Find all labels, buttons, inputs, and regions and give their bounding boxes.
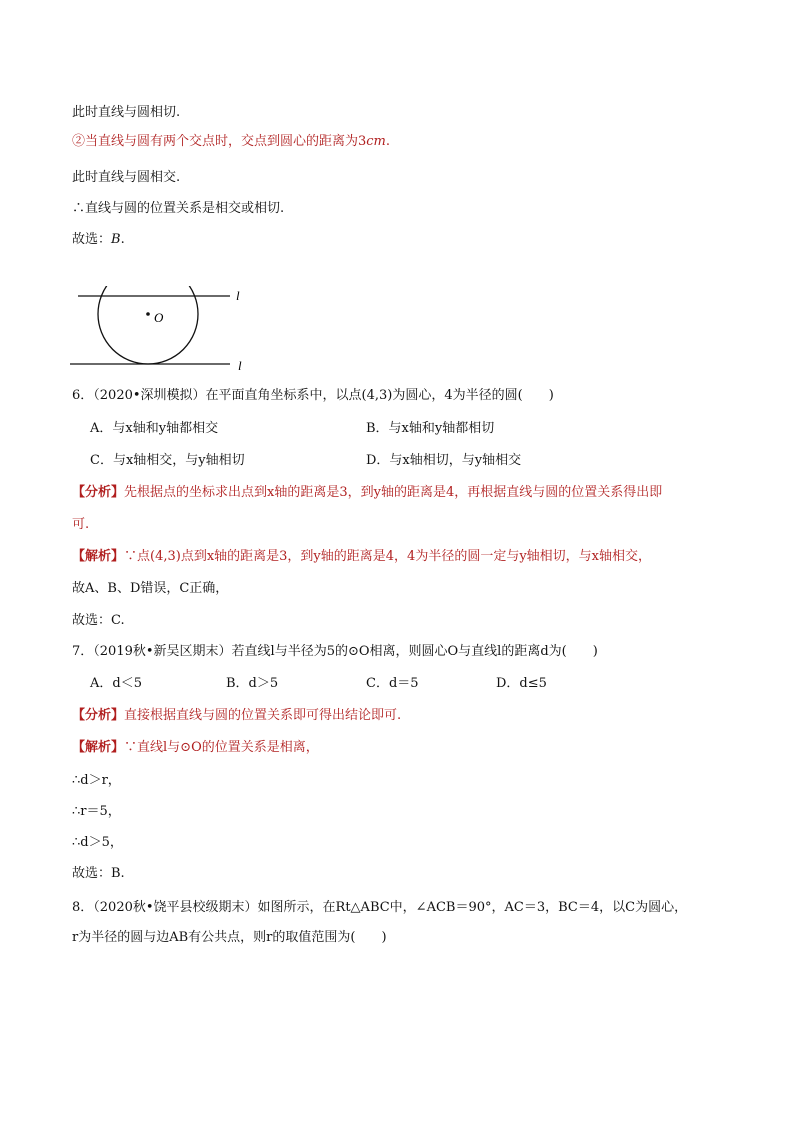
line-label-bottom: l [238, 358, 242, 373]
q7-analysis-text: 直接根据直线与圆的位置关系即可得出结论即可. [124, 708, 402, 723]
q6-option-d: D．与x轴相切，与y轴相交 [366, 453, 522, 468]
line-label-top: l [236, 288, 240, 303]
solution5-answer-choice: B [111, 232, 121, 247]
q8-text: 如图所示，在Rt△ABC中，∠ACB＝90°，AC＝3，BC＝4，以C为圆心， [257, 900, 688, 915]
q6-analysis-cont: 可. [72, 517, 90, 532]
q7-option-b: B．d＞5 [226, 676, 279, 691]
solution5-answer-end: . [120, 232, 125, 247]
solution5-answer [72, 231, 125, 249]
q6-stem [72, 387, 554, 405]
q6-text: 在平面直角坐标系中，以点(4,3)为圆心，4为半径的圆( ) [205, 388, 554, 403]
q7-step2: ∴r＝5， [72, 804, 121, 819]
q6-solution [72, 548, 651, 566]
q7-text: 若直线l与半径为5的⊙O相离，则圆心O与直线l的距离d为( ) [231, 644, 598, 659]
q7-solution-text: ∵直线l与⊙O的位置关系是相离， [124, 740, 319, 755]
q8-number: 8． [72, 900, 94, 915]
q7-answer: 故选：B. [72, 866, 125, 881]
circle-o [98, 286, 198, 364]
solution5-line2 [72, 133, 390, 151]
solution5-line2-text: ②当直线与圆有两个交点时，交点到圆心的距离为3 [72, 134, 367, 149]
q7-step1: ∴d＞r， [72, 773, 121, 788]
q8-stem [72, 899, 687, 917]
q7-stem [72, 643, 598, 661]
q6-solution-tag: 【解析】 [72, 549, 125, 564]
q6-solution-cont: 故A、B、D错误，C正确， [72, 581, 229, 596]
center-label: O [154, 310, 164, 325]
center-point [146, 312, 150, 316]
q6-analysis [72, 484, 662, 502]
q6-analysis-text: 先根据点的坐标求出点到x轴的距离是3，到y轴的距离是4，再根据直线与圆的位置关系得出即 [124, 485, 663, 500]
q7-option-c: C．d＝5 [366, 676, 419, 691]
q7-solution-tag: 【解析】 [72, 740, 125, 755]
q7-option-d: D．d≤5 [496, 676, 547, 691]
q7-step3: ∴d＞5， [72, 835, 123, 850]
q6-source: （2020•深圳模拟） [93, 388, 206, 403]
solution5-line3: 此时直线与圆相交. [72, 170, 181, 185]
solution5-line2-end: . [385, 134, 391, 149]
q7-number: 7． [72, 644, 94, 659]
q7-solution [72, 739, 319, 757]
q7-analysis [72, 707, 401, 725]
q6-number: 6． [72, 388, 94, 403]
q8-stem-cont: r为半径的圆与边AB有公共点，则r的取值范围为( ) [72, 930, 387, 945]
solution5-line4: ∴直线与圆的位置关系是相交或相切. [72, 201, 285, 216]
q6-solution-text: ∵点(4,3)点到x轴的距离是3，到y轴的距离是4，4为半径的圆一定与y轴相切，与x轴相交， [124, 549, 651, 564]
q6-answer: 故选：C. [72, 613, 125, 628]
solution5-line2-unit: cm [366, 134, 386, 149]
q6-option-c: C．与x轴相交，与y轴相切 [90, 453, 245, 468]
q6-option-b: B．与x轴和y轴都相切 [366, 421, 495, 436]
q7-option-a: A．d＜5 [90, 676, 142, 691]
solution5-line1: 此时直线与圆相切. [72, 105, 181, 120]
q7-analysis-tag: 【分析】 [72, 708, 125, 723]
q6-analysis-tag: 【分析】 [72, 485, 125, 500]
q7-source: （2019秋•新吴区期末） [93, 644, 232, 659]
circle-lines-figure [70, 286, 270, 378]
solution5-answer-prefix: 故选： [72, 232, 112, 247]
q6-option-a: A．与x轴和y轴都相交 [90, 421, 219, 436]
q8-source: （2020秋•饶平县校级期末） [93, 900, 258, 915]
